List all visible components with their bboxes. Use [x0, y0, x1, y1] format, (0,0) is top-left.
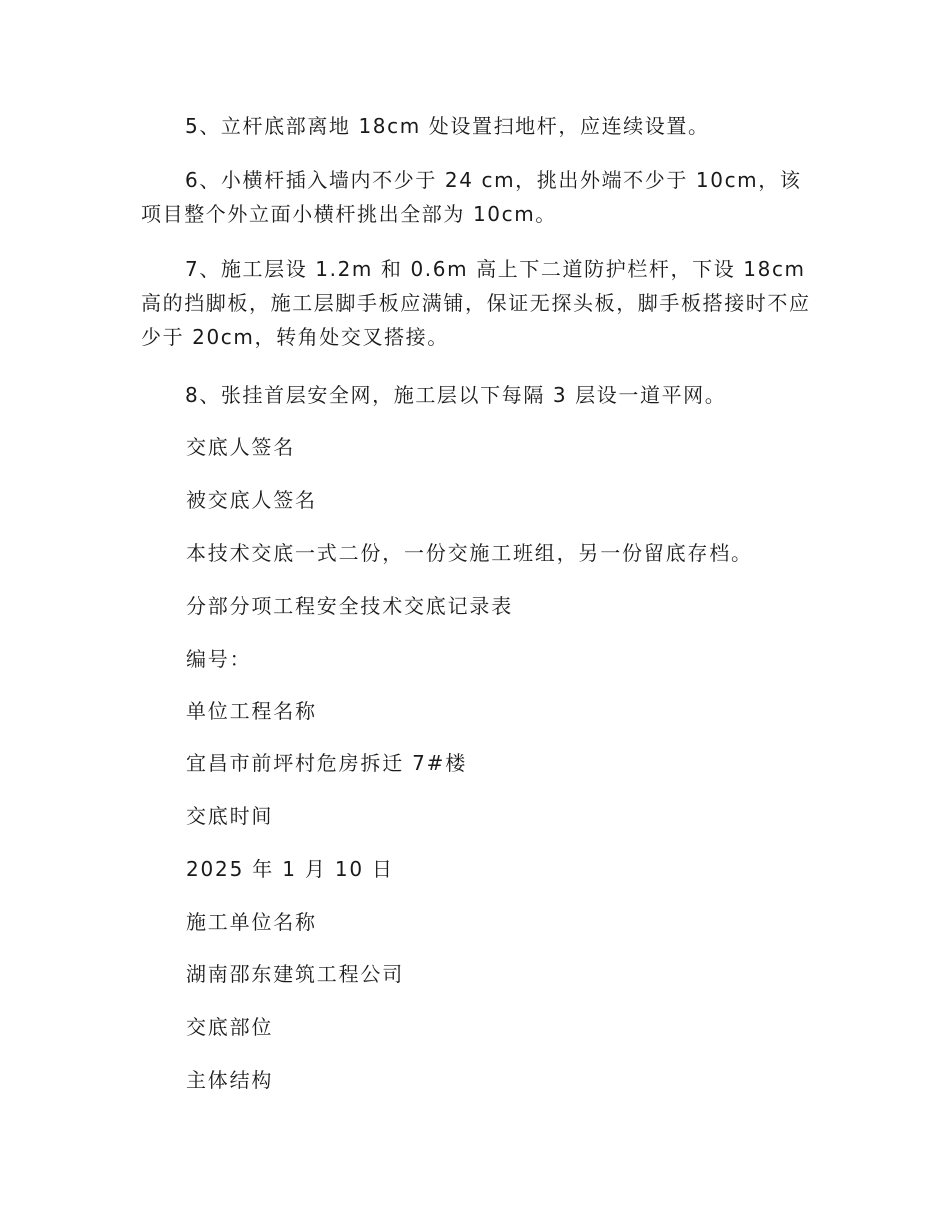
- handover-time-value: 2025 年 1 月 10 日: [186, 857, 394, 881]
- handover-part-label: 交底部位: [186, 1015, 274, 1039]
- handover-signature-label: 交底人签名: [186, 435, 295, 459]
- item-7-paragraph: 7、施工层设 1.2m 和 0.6m 高上下二道防护栏杆，下设 18cm 高的挡脚板，施工层脚手板应满铺，保证无探头板，脚手板搭接时不应少于 20cm，转角处交叉搭接。: [141, 257, 811, 349]
- copies-note: 本技术交底一式二份，一份交施工班组，另一份留底存档。: [186, 541, 753, 565]
- unit-project-value: 宜昌市前坪村危房拆迁 7#楼: [186, 751, 468, 775]
- handover-time-label: 交底时间: [186, 804, 274, 828]
- form-title: 分部分项工程安全技术交底记录表: [186, 594, 513, 618]
- unit-project-label: 单位工程名称: [186, 699, 317, 723]
- receiver-signature-label: 被交底人签名: [186, 488, 317, 512]
- number-label: 编号：: [186, 647, 252, 671]
- item-6-paragraph: 6、小横杆插入墙内不少于 24 cm，挑出外端不少于 10cm，该项目整个外立面小横杆挑出全部为 10cm。: [141, 168, 802, 226]
- item-5-paragraph: 5、立杆底部离地 18cm 处设置扫地杆，应连续设置。: [185, 114, 710, 138]
- item-8-paragraph: 8、张挂首层安全网，施工层以下每隔 3 层设一道平网。: [185, 383, 727, 407]
- handover-part-value: 主体结构: [186, 1068, 274, 1092]
- construction-unit-label: 施工单位名称: [186, 910, 317, 934]
- construction-unit-value: 湖南邵东建筑工程公司: [186, 962, 404, 986]
